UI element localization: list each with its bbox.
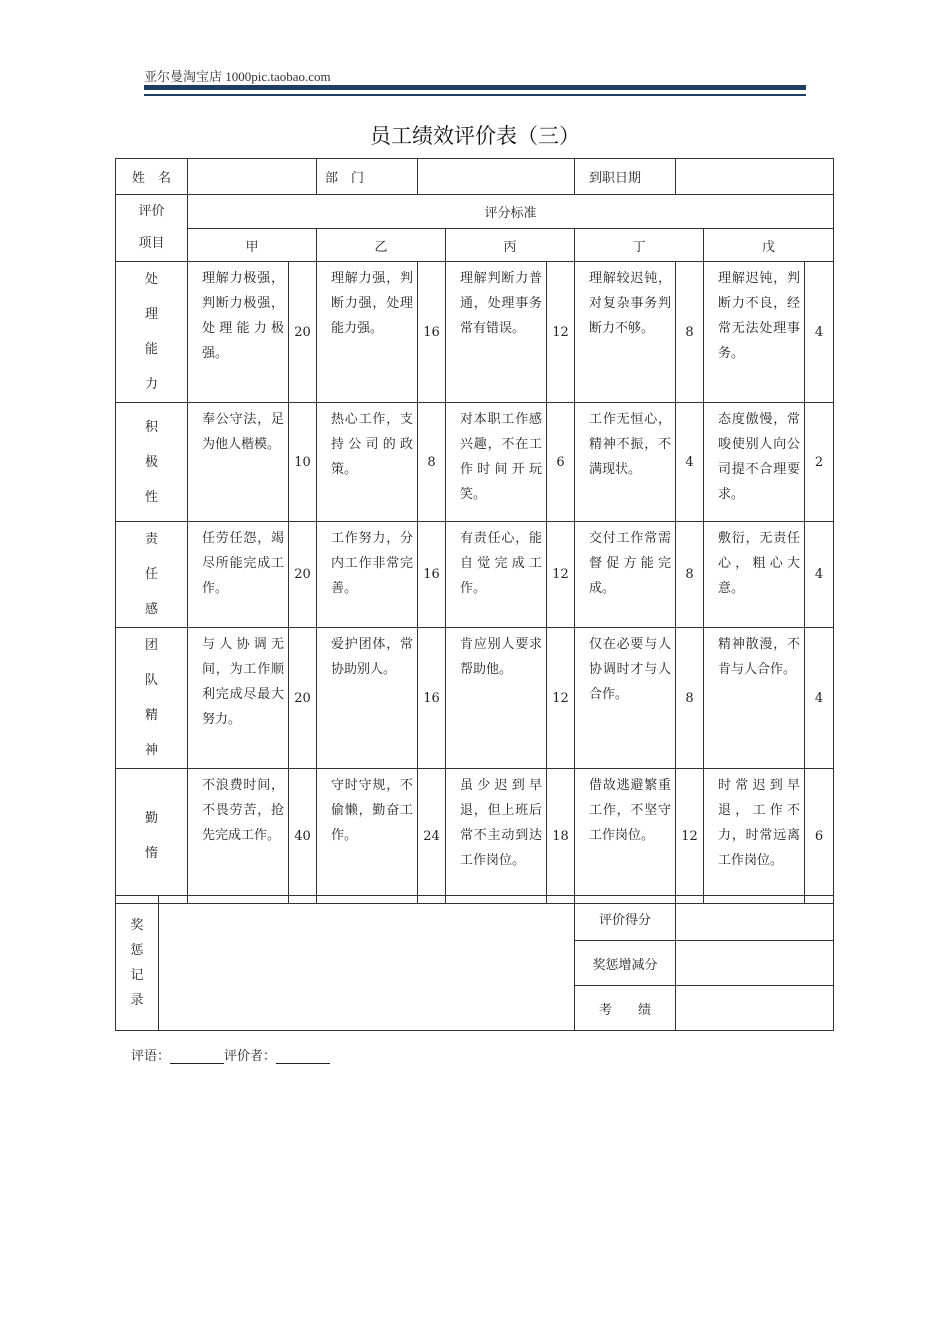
- grade-score: 8: [676, 628, 704, 769]
- grade-score: 16: [418, 628, 446, 769]
- grade-description: 爱护团体，常协助别人。: [317, 628, 418, 769]
- grade-score: 6: [547, 403, 575, 522]
- criteria-item: [116, 769, 188, 904]
- item-char: 责: [144, 532, 158, 547]
- item-char: 队: [144, 673, 158, 688]
- record-content-field[interactable]: [159, 896, 575, 1031]
- grade-score: 4: [805, 262, 834, 403]
- grade-score: 12: [676, 769, 704, 904]
- comment-label: 评语：: [131, 1049, 171, 1064]
- grade-description: 交付工作常需督促方能完成。: [575, 522, 676, 628]
- grade-description: 理解迟钝，判断力不良，经常无法处理事务。: [704, 262, 805, 403]
- grade-header-row: [116, 229, 834, 262]
- item-header-line1: 评价: [138, 204, 165, 219]
- item-char: 积: [144, 419, 158, 435]
- item-char: 能: [144, 342, 158, 357]
- item-char: 惰: [144, 846, 158, 861]
- grade-description: 有责任心，能自觉完成工作。: [446, 522, 547, 628]
- name-label: 姓 名: [116, 159, 188, 195]
- criteria-row: [116, 262, 834, 403]
- grade-description: 任劳任怨，竭尽所能完成工作。: [188, 522, 289, 628]
- score-field[interactable]: [676, 896, 834, 941]
- item-char: 精: [144, 708, 158, 723]
- grade-ding: 丁: [575, 229, 704, 262]
- grade-description: 奉公守法，足为他人楷模。: [188, 403, 289, 522]
- grade-description: 仅在必要与人协调时才与人合作。: [575, 628, 676, 769]
- grade-description: 工作努力，分内工作非常完善。: [317, 522, 418, 628]
- grade-score: 20: [289, 628, 317, 769]
- grade-score: 18: [547, 769, 575, 904]
- grade-description: 热心工作，支持公司的政策。: [317, 403, 418, 522]
- grade-score: 16: [418, 522, 446, 628]
- evaluation-table: [115, 158, 834, 904]
- grade-wu: 戊: [704, 229, 834, 262]
- grade-description: 理解判断力普通，处理事务常有错误。: [446, 262, 547, 403]
- record-label-char: 惩: [130, 943, 144, 958]
- dept-field[interactable]: [418, 159, 575, 195]
- grade-score: 20: [289, 522, 317, 628]
- item-char: 理: [144, 307, 158, 322]
- record-label-char: 奖: [130, 918, 144, 933]
- grade-score: 4: [805, 522, 834, 628]
- grade-description: 时常迟到早退，工作不力，时常远离工作岗位。: [704, 769, 805, 904]
- dept-label: 部 门: [317, 159, 418, 195]
- grade-description: 理解力强，判断力强，处理能力强。: [317, 262, 418, 403]
- criteria-row: [116, 769, 834, 904]
- grade-score: 2: [805, 403, 834, 522]
- evaluator-blank[interactable]: [276, 1049, 330, 1064]
- item-char: 力: [144, 377, 158, 392]
- standard-header: 评分标准: [188, 195, 834, 229]
- grade-score: 6: [805, 769, 834, 904]
- criteria-item: [116, 628, 188, 769]
- grade-score: 24: [418, 769, 446, 904]
- grade-description: 敷衍，无责任心，粗心大意。: [704, 522, 805, 628]
- item-char: 任: [144, 567, 158, 582]
- criteria-row: [116, 403, 834, 522]
- criteria-row: [116, 522, 834, 628]
- adjust-field[interactable]: [676, 941, 834, 986]
- shop-header: 亚尔曼淘宝店 1000pic.taobao.com: [144, 69, 331, 84]
- criteria-item: [116, 522, 188, 628]
- grade-description: 理解较迟钝，对复杂事务判断力不够。: [575, 262, 676, 403]
- comment-blank[interactable]: [170, 1049, 224, 1064]
- item-char: 勤: [144, 811, 158, 826]
- grade-description: 理解力极强，判断力极强，处理能力极强。: [188, 262, 289, 403]
- record-label: [116, 896, 159, 1031]
- item-char: 性: [144, 489, 158, 505]
- grade-score: 12: [547, 262, 575, 403]
- item-char: 极: [144, 454, 158, 470]
- grade-description: 态度傲慢，常唆使别人向公司提不合理要求。: [704, 403, 805, 522]
- evaluator-label: 评价者：: [224, 1049, 277, 1064]
- grade-jia: 甲: [188, 229, 317, 262]
- footer-signature-line: [131, 1045, 330, 1064]
- grade-description: 借故逃避繁重工作，不坚守工作岗位。: [575, 769, 676, 904]
- name-field[interactable]: [188, 159, 317, 195]
- grade-score: 12: [547, 522, 575, 628]
- info-row: [116, 159, 834, 195]
- record-table: [115, 895, 834, 1031]
- grade-description: 不浪费时间，不畏劳苦，抢先完成工作。: [188, 769, 289, 904]
- item-char: 处: [144, 272, 158, 287]
- date-field[interactable]: [676, 159, 834, 195]
- grade-score: 10: [289, 403, 317, 522]
- header-rule-thick: [144, 85, 806, 90]
- grade-description: 与人协调无间，为工作顺利完成尽最大努力。: [188, 628, 289, 769]
- grade-score: 4: [676, 403, 704, 522]
- grade-bing: 丙: [446, 229, 575, 262]
- grade-description: 守时守规，不偷懒，勤奋工作。: [317, 769, 418, 904]
- grade-description: 精神散漫，不肯与人合作。: [704, 628, 805, 769]
- item-header-line2: 项目: [138, 236, 165, 251]
- grade-score: 20: [289, 262, 317, 403]
- grade-score: 12: [547, 628, 575, 769]
- header-rule-thin: [144, 94, 806, 96]
- criteria-row: [116, 628, 834, 769]
- grade-yi: 乙: [317, 229, 446, 262]
- criteria-header-row: [116, 195, 834, 229]
- result-field[interactable]: [676, 986, 834, 1031]
- grade-description: 肯应别人要求帮助他。: [446, 628, 547, 769]
- grade-score: 8: [676, 522, 704, 628]
- grade-score: 16: [418, 262, 446, 403]
- grade-score: 8: [676, 262, 704, 403]
- grade-description: 工作无恒心，精神不振，不满现状。: [575, 403, 676, 522]
- grade-description: 虽少迟到早退，但上班后常不主动到达工作岗位。: [446, 769, 547, 904]
- item-char: 神: [144, 743, 158, 758]
- criteria-item: [116, 262, 188, 403]
- grade-score: 40: [289, 769, 317, 904]
- adjust-label: 奖惩增减分: [575, 941, 676, 986]
- result-label: 考 绩: [575, 986, 676, 1031]
- record-label-char: 记: [130, 968, 144, 983]
- grade-score: 8: [418, 403, 446, 522]
- item-char: 感: [144, 602, 158, 617]
- item-header: [116, 195, 188, 262]
- record-label-char: 录: [130, 993, 144, 1008]
- date-label: 到职日期: [575, 159, 676, 195]
- grade-description: 对本职工作感兴趣，不在工作时间开玩笑。: [446, 403, 547, 522]
- score-label: 评价得分: [575, 896, 676, 941]
- record-row-score: [116, 896, 834, 941]
- page-title: 员工绩效评价表（三）: [370, 124, 580, 148]
- item-char: 团: [144, 638, 158, 653]
- grade-score: 4: [805, 628, 834, 769]
- criteria-item: [116, 403, 188, 522]
